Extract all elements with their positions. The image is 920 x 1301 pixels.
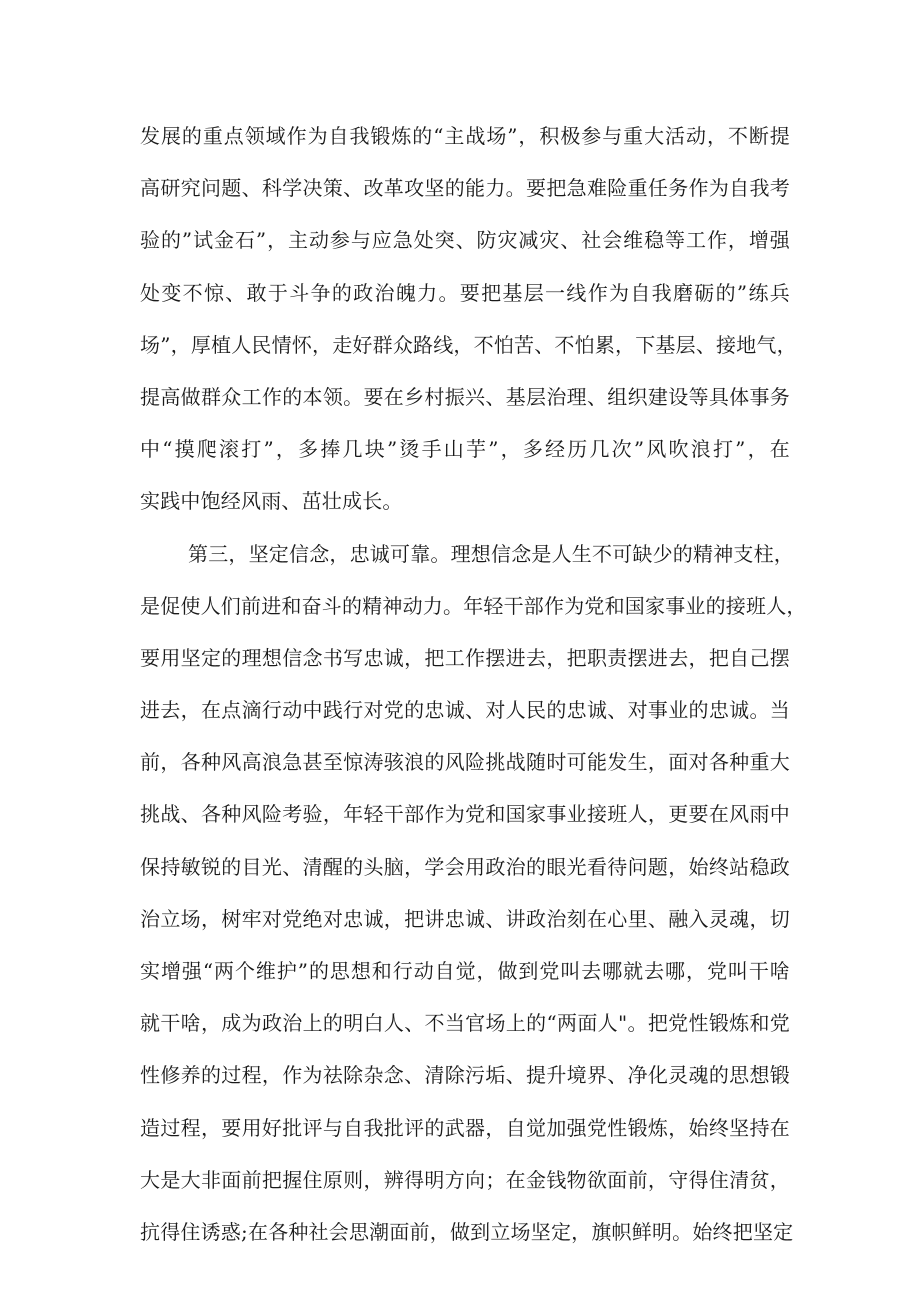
text-line: 场”，厚植人民情怀，走好群众路线，不怕苦、不怕累，下基层、接地气，: [140, 332, 797, 357]
text-line: 保持敏锐的目光、清醒的头脑，学会用政治的眼光看待问题，始终站稳政: [140, 854, 790, 879]
text-line: 实增强“两个维护”的思想和行动自觉，做到党叫去哪就去哪，党叫干啥: [140, 959, 790, 983]
text-line: 就干啥，成为政治上的明白人、不当官场上的“两面人"。把党性锻炼和党: [140, 1011, 790, 1036]
body-text: [140, 110, 807, 1258]
text-line: 抗得住诱惑;在各种社会思潮面前，做到立场坚定，旗帜鲜明。始终把坚定: [140, 1219, 794, 1244]
text-line: 第三，坚定信念，忠诚可靠。理想信念是人生不可缺少的精神支柱，: [188, 541, 794, 566]
text-line: 治立场，树牢对党绝对忠诚，把讲忠诚、讲政治刻在心里、融入灵魂，切: [140, 906, 790, 931]
text-line: 中“摸爬滚打”，多捧几块”烫手山芋”，多经历几次”风吹浪打”，在: [140, 437, 790, 462]
text-line: 要用坚定的理想信念书写忠诚，把工作摆进去，把职责摆进去，把自己摆: [140, 645, 790, 670]
text-line: 处变不惊、敢于斗争的政治魄力。要把基层一线作为自我磨砺的”练兵: [140, 280, 790, 305]
text-line: 高研究问题、科学决策、改革攻坚的能力。要把急难险重任务作为自我考: [140, 176, 790, 201]
paragraph-2: [140, 528, 807, 1259]
text-line: 大是大非面前把握住原则，辨得明方向；在金钱物欲面前，守得住清贫，: [140, 1167, 790, 1192]
text-line: 验的”试金石”，主动参与应急处突、防灾减灾、社会维稳等工作，增强: [140, 228, 790, 253]
text-line: 发展的重点领域作为自我锻炼的“主战场”，积极参与重大活动，不断提: [140, 124, 790, 148]
text-line: 提高做群众工作的本领。要在乡村振兴、基层治理、组织建设等具体事务: [140, 384, 790, 409]
text-line: 实践中饱经风雨、茁壮成长。: [140, 489, 403, 514]
text-line: 挑战、各种风险考验，年轻干部作为党和国家事业接班人，更要在风雨中: [140, 802, 790, 827]
text-line: 进去，在点滴行动中践行对党的忠诚、对人民的忠诚、对事业的忠诚。当: [140, 698, 790, 723]
paragraph-1: [140, 110, 797, 528]
text-line: 造过程，要用好批评与自我批评的武器，自觉加强党性锻炼，始终坚持在: [140, 1115, 790, 1140]
text-line: 性修养的过程，作为祛除杂念、清除污垢、提升境界、净化灵魂的思想锻: [140, 1063, 790, 1088]
text-line: 是促使人们前进和奋斗的精神动力。年轻干部作为党和国家事业的接班人，: [140, 593, 807, 618]
text-line: 前，各种风高浪急甚至惊涛骇浪的风险挑战随时可能发生，面对各种重大: [140, 750, 790, 775]
